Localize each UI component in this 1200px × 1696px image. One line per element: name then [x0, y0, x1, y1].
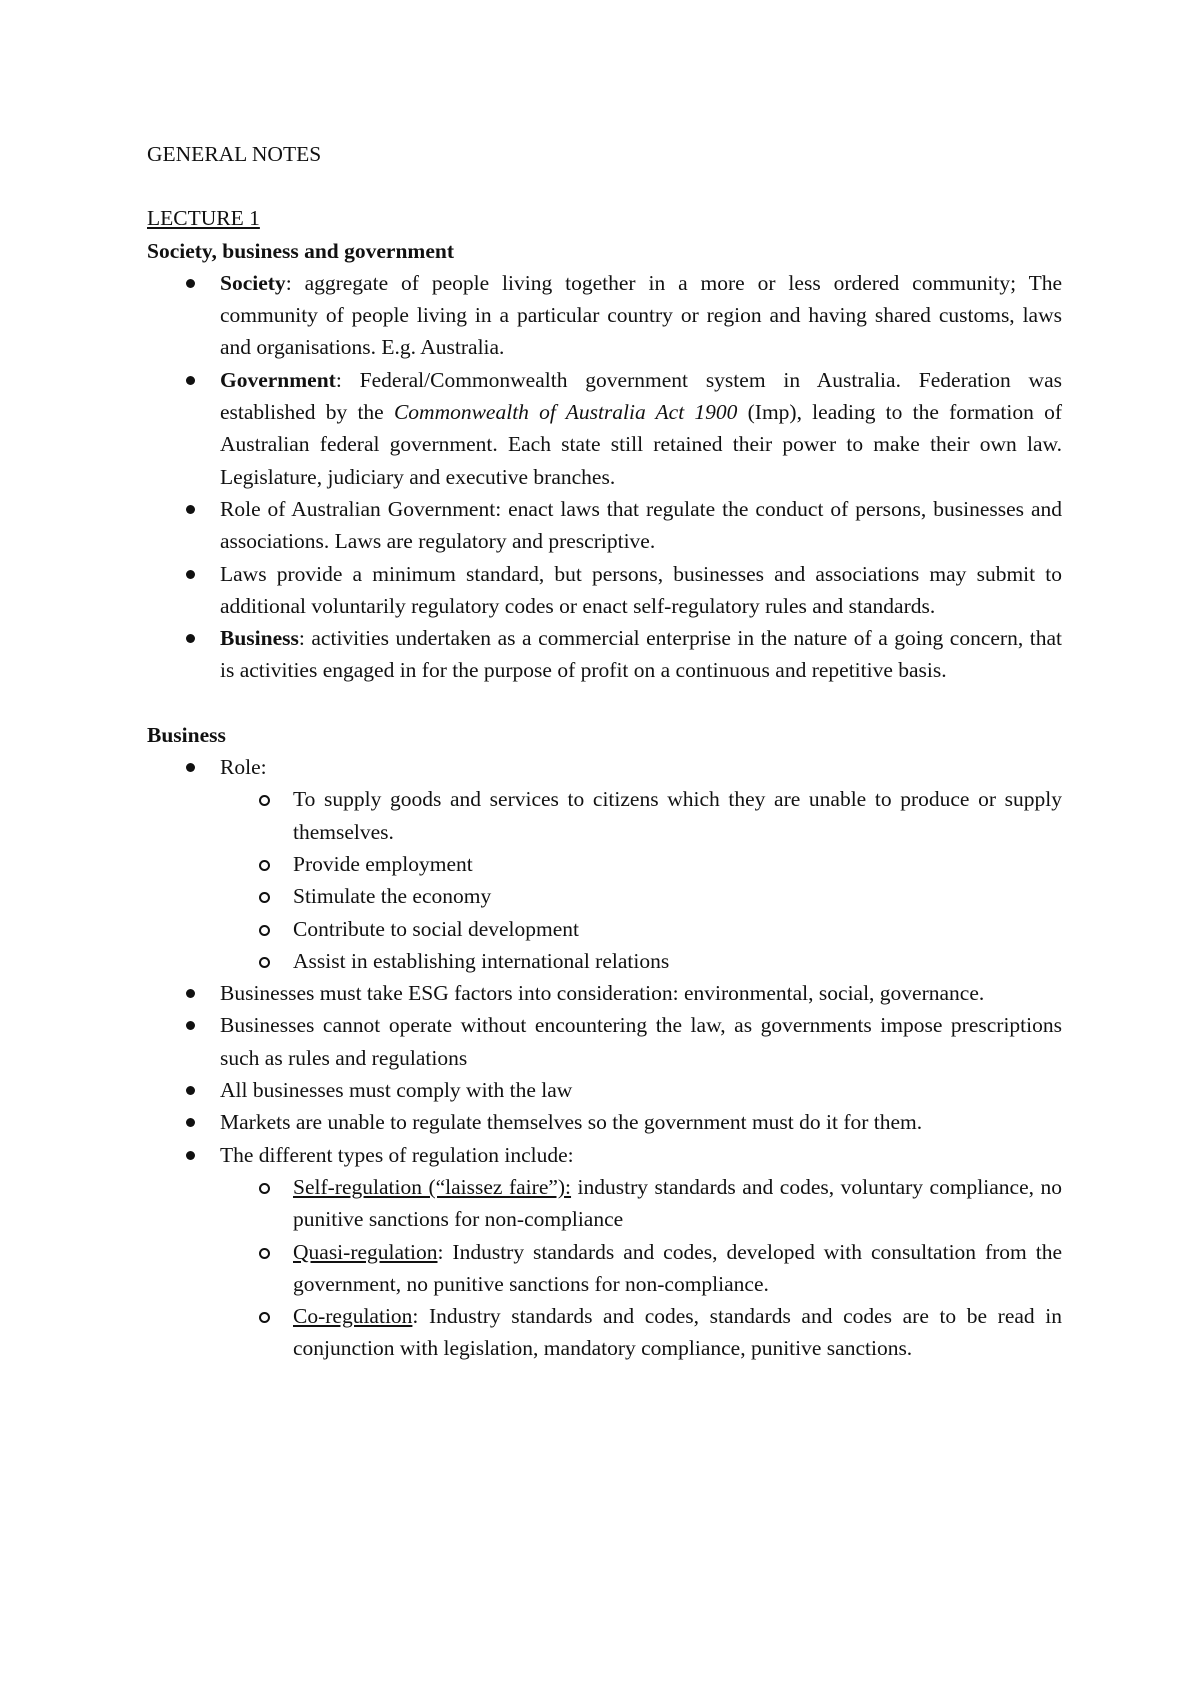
sublist-item: Assist in establishing international relations — [146, 945, 1062, 977]
term-society: Society — [220, 270, 286, 295]
sublist-item: Stimulate the economy — [146, 880, 1062, 912]
lecture-heading: LECTURE 1 — [147, 206, 260, 231]
definition-society: : aggregate of people living together in a more or less ordered community; The community of people living in a particular country or region and having shared customs, laws and organisations. E.g. Australia. — [220, 270, 1062, 360]
spacer — [147, 687, 1062, 719]
list-item-laws-minimum — [147, 558, 1062, 623]
role-sublist — [147, 783, 1062, 977]
section-heading-business: Business — [147, 722, 226, 747]
list-item-role — [147, 751, 1062, 977]
definition-government-part1: : Federal/Commonwealth government system in Australia. Federation was established by the — [220, 367, 1062, 425]
term-self-regulation: Self-regulation (“laissez faire”): — [293, 1174, 572, 1199]
list-item-comply: All businesses must comply with the law — [147, 1074, 1062, 1106]
list-item-regulation-types — [147, 1139, 1062, 1365]
regulation-item-co — [146, 1300, 1062, 1365]
laws-minimum-text: Laws provide a minimum standard, but persons, businesses and associations may submit to additional voluntarily regulatory codes or enact self-regulatory rules and standards. — [220, 561, 1062, 618]
business-list — [147, 751, 1062, 1365]
definition-business: : activities undertaken as a commercial enterprise in the nature of a going concern, that is activities engaged in for the purpose of profit on a continuous and repetitive basis. — [220, 626, 1062, 683]
regulation-sublist — [147, 1171, 1062, 1365]
list-item-esg: Businesses must take ESG factors into consideration: environmental, social, governance. — [147, 977, 1062, 1009]
list-item-government — [147, 364, 1062, 493]
role-label: Role: — [220, 755, 267, 780]
list-item-business-definition — [147, 622, 1062, 687]
regulation-item-self — [146, 1171, 1062, 1236]
role-government-text: Role of Australian Government: enact laws that regulate the conduct of persons, businesses and associations. Laws are regulatory and prescriptive. — [220, 496, 1062, 554]
term-co-regulation: Co-regulation — [293, 1304, 413, 1329]
sublist-item: Contribute to social development — [146, 913, 1062, 945]
desc-co-regulation: : Industry standards and codes, standards and codes are to be read in conjunction with legislation, mandatory compliance, punitive sanctions. — [293, 1304, 1062, 1361]
term-quasi-regulation: Quasi-regulation — [293, 1239, 438, 1264]
document-page — [147, 138, 1062, 1365]
section-heading-society: Society, business and government — [147, 238, 455, 263]
list-item-society — [147, 267, 1062, 364]
sublist-item: To supply goods and services to citizens which they are unable to produce or supply themselves. — [146, 783, 1062, 848]
society-list — [147, 267, 1062, 687]
spacer — [147, 170, 1062, 202]
list-item-role-government — [147, 493, 1062, 558]
act-title: Commonwealth of Australia Act 1900 — [393, 400, 738, 425]
list-item-encounter-law: Businesses cannot operate without encountering the law, as governments impose prescriptions such as rules and regulations — [147, 1009, 1062, 1074]
desc-quasi-regulation: : Industry standards and codes, developed with consultation from the government, no punitive sanctions for non-compliance. — [293, 1239, 1062, 1296]
sublist-item: Provide employment — [146, 848, 1062, 880]
term-government: Government — [220, 367, 336, 392]
list-item-markets: Markets are unable to regulate themselves so the government must do it for them. — [147, 1106, 1062, 1138]
regulation-item-quasi — [146, 1236, 1062, 1301]
desc-self-regulation: industry standards and codes, voluntary compliance, no punitive sanctions for non-compliance — [293, 1174, 1062, 1232]
term-business: Business — [220, 626, 299, 651]
definition-government-part2: (Imp), leading to the formation of Australian federal government. Each state still retained their power to make their own law. Legislature, judiciary and executive branches. — [220, 400, 1062, 489]
regulation-label: The different types of regulation include: — [220, 1142, 574, 1167]
document-title: GENERAL NOTES — [147, 142, 322, 166]
